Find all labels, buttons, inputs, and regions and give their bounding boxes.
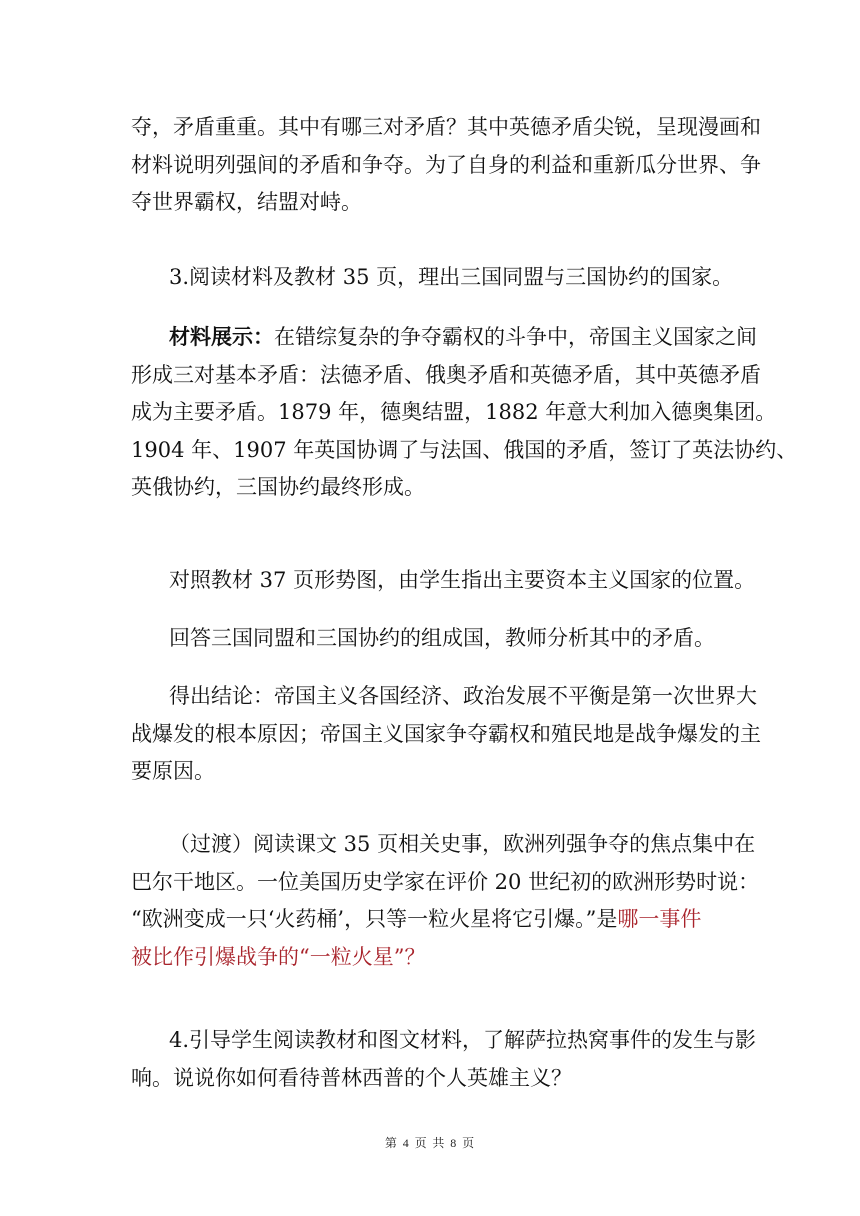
material-label: 材料展示： [169,324,274,349]
footer-prefix: 第 [384,1136,398,1150]
text-line: 夺世界霸权，结盟对峙。 [131,190,362,214]
text-line: 成为主要矛盾。1879 年，德奥结盟，1882 年意大利加入德奥集团。 [131,400,777,424]
paragraph-7 [131,826,760,976]
text-line: 3.阅读材料及教材 35 页，理出三国同盟与三国协约的国家。 [169,265,734,289]
text-line: 得出结论：帝国主义各国经济、政治发展不平衡是第一次世界大 [169,684,757,708]
page-footer [0,1134,860,1151]
text-segment: “欧洲变成一只‘火药桶’，只等一粒火星将它引爆。”是 [131,907,618,931]
paragraph-8 [131,1022,757,1097]
text-line: 形成三对基本矛盾：法德矛盾、俄奥矛盾和英德矛盾，其中英德矛盾 [131,362,761,387]
current-page-number: 4 [402,1136,410,1150]
paragraph-5 [131,620,731,658]
paragraph-3 [131,318,798,507]
text-line: 夺，矛盾重重。其中有哪三对矛盾？其中英德矛盾尖锐，呈现漫画和 [131,115,761,139]
text-line: 巴尔干地区。一位美国历史学家在评价 20 世纪初的欧洲形势时说： [131,869,760,894]
paragraph-1 [131,109,761,222]
text-line: 对照教材 37 页形势图，由学生指出主要资本主义国家的位置。 [169,568,756,592]
total-pages: 8 [450,1136,458,1150]
text-line [131,901,731,939]
highlighted-question: 哪一事件 [617,907,702,931]
paragraph-4 [131,562,756,600]
footer-mid: 页 共 [414,1136,446,1150]
text-line: 响。说说你如何看待普林西普的个人英雄主义？ [131,1065,572,1090]
text-line: 回答三国同盟和三国协约的组成国，教师分析其中的矛盾。 [169,626,715,650]
text-line: 4.引导学生阅读教材和图文材料，了解萨拉热窝事件的发生与影 [169,1028,757,1052]
text-line: 战爆发的根本原因；帝国主义国家争夺霸权和殖民地是战争爆发的主 [131,721,761,746]
text-line: 英俄协约，三国协约最终形成。 [131,475,425,499]
text-line: 材料说明列强间的矛盾和争夺。为了自身的利益和重新瓜分世界、争 [131,152,761,177]
paragraph-6 [131,678,761,791]
paragraph-2 [131,259,734,297]
text-line: 1904 年、1907 年英国协调了与法国、俄国的矛盾，签订了英法协约、 [131,437,798,462]
text-line [131,318,757,357]
footer-suffix: 页 [462,1136,476,1150]
text-line: 要原因。 [131,759,215,783]
text-line: （过渡）阅读课文 35 页相关史事，欧洲列强争夺的焦点集中在 [169,832,756,856]
highlighted-question-line: 被比作引爆战争的“一粒火星”？ [131,944,426,969]
text-segment: 在错综复杂的争夺霸权的斗争中，帝国主义国家之间 [274,325,757,349]
